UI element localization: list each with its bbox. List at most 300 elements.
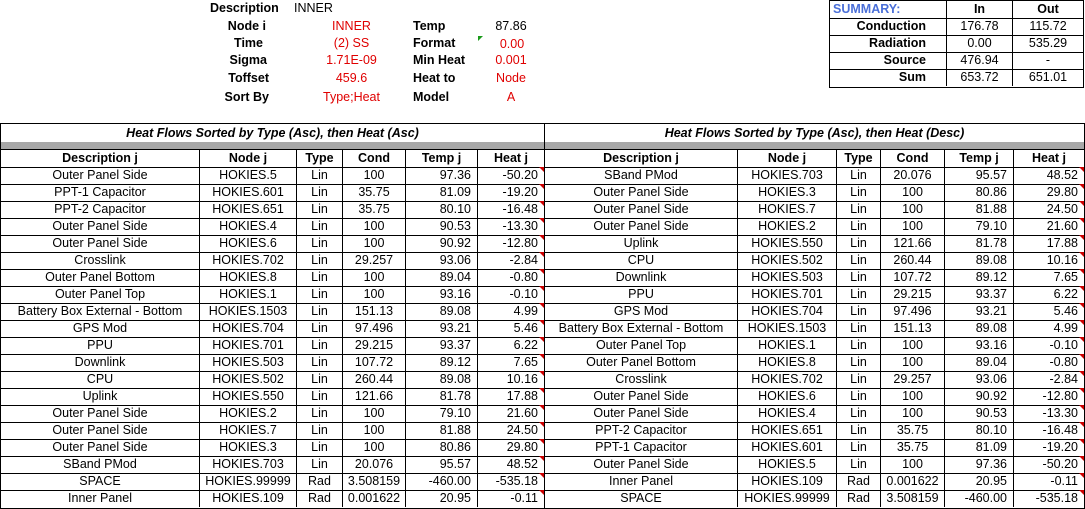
cell-text: Battery Box External - Bottom [558,321,724,335]
cell-description-j[interactable] [545,303,738,320]
column-header-description-j[interactable]: Description j [545,150,738,167]
cell-heat-j[interactable] [1014,201,1084,218]
cell-heat-j[interactable] [1014,235,1084,252]
cell-node-j[interactable] [738,201,837,218]
cell-temp-j[interactable] [406,422,478,439]
cell-temp-j[interactable] [945,422,1014,439]
cell-temp-j[interactable] [945,269,1014,286]
cell-description-j[interactable] [1,388,200,405]
cell-type[interactable] [837,167,881,184]
cell-heat-j[interactable] [1014,473,1084,490]
cell-cond[interactable] [343,405,406,422]
cell-node-j[interactable] [200,473,297,490]
cell-heat-j[interactable] [478,456,544,473]
cell-node-j[interactable] [200,320,297,337]
cell-heat-j[interactable] [1014,439,1084,456]
cell-description-j[interactable] [1,405,200,422]
cell-heat-j[interactable] [1014,252,1084,269]
cell-type[interactable] [297,422,343,439]
cell-cond[interactable] [881,286,945,303]
summary-out-value[interactable]: - [1045,53,1051,67]
cell-temp-j[interactable] [945,371,1014,388]
cell-cond[interactable] [343,269,406,286]
cell-cond[interactable] [343,218,406,235]
cell-node-j[interactable] [738,439,837,456]
summary-in-value[interactable]: 653.72 [947,69,1013,86]
cell-cond[interactable] [343,422,406,439]
cell-description-j[interactable] [1,303,200,320]
cell-cond[interactable] [881,354,945,371]
cell-description-j[interactable] [1,167,200,184]
cell-type[interactable] [837,371,881,388]
cell-cond[interactable] [343,439,406,456]
cell-description-j[interactable] [545,286,738,303]
cell-cond[interactable] [881,490,945,507]
cell-description-j[interactable] [1,456,200,473]
cell-heat-j[interactable] [1014,337,1084,354]
cell-heat-j[interactable] [1014,286,1084,303]
column-header-type[interactable]: Type [297,150,343,167]
cell-node-j[interactable] [200,235,297,252]
cell-cond[interactable] [881,456,945,473]
cell-text: 89.08 [975,253,1007,267]
cell-description-j[interactable] [545,388,738,405]
cell-node-j[interactable] [200,184,297,201]
cell-heat-j[interactable] [1014,422,1084,439]
cell-text: 29.80 [506,440,538,454]
cell-heat-j[interactable] [478,201,544,218]
column-header-node-j[interactable]: Node j [200,150,297,167]
column-header-description-j[interactable]: Description j [1,150,200,167]
cell-description-j[interactable] [1,473,200,490]
cell-description-j[interactable] [1,218,200,235]
toffset-value[interactable]: 459.6 [335,71,368,85]
cell-text: 4.99 [513,304,538,318]
cell-description-j[interactable] [1,354,200,371]
cell-temp-j[interactable] [406,456,478,473]
cell-description-j[interactable] [545,439,738,456]
cell-cond[interactable] [881,201,945,218]
cell-temp-j[interactable] [945,388,1014,405]
cell-heat-j[interactable] [1014,405,1084,422]
cell-cond[interactable] [881,388,945,405]
table-row [545,320,1084,338]
column-header-node-j[interactable]: Node j [738,150,837,167]
cell-node-j[interactable] [200,286,297,303]
format-cell[interactable] [478,36,548,53]
cell-heat-j[interactable] [478,354,544,371]
cell-description-j[interactable] [1,337,200,354]
cell-description-j[interactable] [1,201,200,218]
cell-temp-j[interactable] [945,337,1014,354]
temp-value[interactable]: 87.86 [495,19,527,33]
table-title: Heat Flows Sorted by Type (Asc), then Heat (Asc) [1,124,544,143]
cell-node-j[interactable] [200,439,297,456]
cell-description-j[interactable] [1,269,200,286]
cell-text: HOKIES.6 [219,236,277,250]
cell-description-j[interactable] [545,320,738,337]
cell-node-j[interactable] [738,218,837,235]
cell-type[interactable] [297,252,343,269]
cell-temp-j[interactable] [945,218,1014,235]
cell-temp-j[interactable] [406,286,478,303]
cell-temp-j[interactable] [945,286,1014,303]
cell-temp-j[interactable] [945,303,1014,320]
cell-node-j[interactable] [200,303,297,320]
cell-type[interactable] [837,320,881,337]
cell-text: Crosslink [74,253,126,267]
cell-type[interactable] [297,218,343,235]
cell-type[interactable] [837,405,881,422]
cell-node-j[interactable] [200,337,297,354]
cell-cond[interactable] [343,337,406,354]
cell-text: 79.10 [975,219,1007,233]
node-i-value[interactable]: INNER [332,19,371,33]
cell-heat-j[interactable] [478,439,544,456]
cell-description-j[interactable] [545,167,738,184]
cell-heat-j[interactable] [1014,303,1084,320]
cell-text: HOKIES.2 [219,406,277,420]
sort-by-value[interactable]: Type;Heat [323,90,380,104]
cell-node-j[interactable] [738,337,837,354]
sigma-value[interactable]: 1.71E-09 [326,53,377,67]
cell-node-j[interactable] [738,252,837,269]
min-heat-value[interactable]: 0.001 [495,53,527,67]
model-value[interactable]: A [506,90,516,104]
cell-type[interactable] [837,439,881,456]
cell-temp-j[interactable] [945,490,1014,507]
column-header-type[interactable]: Type [837,150,881,167]
cell-heat-j[interactable] [478,252,544,269]
cell-heat-j[interactable] [478,371,544,388]
cell-node-j[interactable] [200,371,297,388]
cell-heat-j[interactable] [478,235,544,252]
cell-text: 6.22 [513,338,538,352]
cell-description-j[interactable] [1,252,200,269]
cell-heat-j[interactable] [478,184,544,201]
cell-temp-j[interactable] [945,184,1014,201]
cell-heat-j[interactable] [1014,388,1084,405]
cell-temp-j[interactable] [945,405,1014,422]
cell-description-j[interactable] [545,184,738,201]
cell-temp-j[interactable] [406,201,478,218]
cell-node-j[interactable] [200,354,297,371]
cell-temp-j[interactable] [406,320,478,337]
cell-text: Rad [847,474,870,488]
cell-heat-j[interactable] [1014,490,1084,507]
cell-temp-j[interactable] [406,388,478,405]
cell-temp-j[interactable] [406,439,478,456]
cell-type[interactable] [297,490,343,507]
cell-heat-j[interactable] [478,269,544,286]
summary-out-value[interactable]: 115.72 [1029,19,1067,33]
cell-heat-j[interactable] [478,337,544,354]
cell-description-j[interactable] [1,439,200,456]
cell-heat-j[interactable] [478,286,544,303]
cell-text: 89.12 [439,355,471,369]
cell-text: PPT-2 Capacitor [54,202,146,216]
cell-heat-j[interactable] [478,218,544,235]
cell-type[interactable] [837,252,881,269]
cell-text: 35.75 [358,185,390,199]
cell-text: HOKIES.4 [758,406,816,420]
cell-description-j[interactable] [545,235,738,252]
cell-type[interactable] [297,201,343,218]
column-header-heat-j[interactable]: Heat j [493,151,529,165]
cell-cond[interactable] [881,320,945,337]
cell-cond[interactable] [343,388,406,405]
cell-node-j[interactable] [738,422,837,439]
cell-type[interactable] [837,269,881,286]
cell-temp-j[interactable] [406,371,478,388]
cell-node-j[interactable] [738,354,837,371]
cell-node-j[interactable] [738,371,837,388]
cell-type[interactable] [297,303,343,320]
cell-cond[interactable] [881,252,945,269]
cell-temp-j[interactable] [406,252,478,269]
cell-heat-j[interactable] [1014,371,1084,388]
cell-temp-j[interactable] [945,320,1014,337]
cell-type[interactable] [297,473,343,490]
cell-type[interactable] [837,184,881,201]
cell-description-j[interactable] [1,320,200,337]
heat-to-value[interactable]: Node [496,71,526,85]
cell-heat-j[interactable] [478,490,544,507]
cell-cond[interactable] [343,320,406,337]
cell-node-j[interactable] [738,490,837,507]
cell-temp-j[interactable] [406,354,478,371]
cell-temp-j[interactable] [406,218,478,235]
cell-type[interactable] [297,354,343,371]
cell-temp-j[interactable] [406,490,478,507]
cell-cond[interactable] [881,167,945,184]
cell-description-j[interactable] [545,218,738,235]
cell-node-j[interactable] [738,388,837,405]
summary-row-radiation [830,35,1083,53]
cell-node-j[interactable] [200,167,297,184]
cell-description-j[interactable] [545,405,738,422]
cell-cond[interactable] [343,286,406,303]
cell-heat-j[interactable] [478,422,544,439]
cell-type[interactable] [297,456,343,473]
summary-row-sum [830,69,1083,86]
cell-cond[interactable] [343,456,406,473]
column-header-temp-j[interactable]: Temp j [945,150,1014,167]
cell-description-j[interactable] [545,490,738,507]
comment-marker-icon [1079,201,1084,206]
cell-text: 10.16 [1046,253,1078,267]
cell-node-j[interactable] [200,269,297,286]
cell-type[interactable] [837,235,881,252]
cell-cond[interactable] [343,184,406,201]
cell-text: HOKIES.704 [751,304,823,318]
cell-cond[interactable] [881,473,945,490]
cell-type[interactable] [837,303,881,320]
cell-cond[interactable] [343,235,406,252]
cell-description-j[interactable] [1,422,200,439]
cell-type[interactable] [297,371,343,388]
cell-cond[interactable] [881,422,945,439]
column-header-heat-j[interactable]: Heat j [1031,151,1067,165]
cell-text: 3.508159 [886,491,939,505]
cell-cond[interactable] [881,303,945,320]
cell-node-j[interactable] [200,388,297,405]
cell-type[interactable] [297,337,343,354]
cell-type[interactable] [297,269,343,286]
cell-type[interactable] [297,388,343,405]
cell-node-j[interactable] [738,184,837,201]
cell-cond[interactable] [881,184,945,201]
cell-heat-j[interactable] [478,473,544,490]
cell-heat-j[interactable] [478,303,544,320]
cell-description-j[interactable] [1,286,200,303]
cell-node-j[interactable] [738,320,837,337]
cell-type[interactable] [297,405,343,422]
cell-type[interactable] [837,286,881,303]
cell-type[interactable] [297,439,343,456]
cell-cond[interactable] [343,473,406,490]
cell-node-j[interactable] [200,218,297,235]
cell-node-j[interactable] [200,201,297,218]
cell-cond[interactable] [881,337,945,354]
cell-temp-j[interactable] [945,201,1014,218]
cell-description-j[interactable] [545,456,738,473]
cell-temp-j[interactable] [406,405,478,422]
cell-cond[interactable] [881,439,945,456]
cell-temp-j[interactable] [945,235,1014,252]
cell-text: 81.09 [975,440,1007,454]
cell-cond[interactable] [881,218,945,235]
cell-temp-j[interactable] [406,269,478,286]
cell-node-j[interactable] [200,252,297,269]
cell-heat-j[interactable] [1014,456,1084,473]
cell-type[interactable] [837,388,881,405]
cell-type[interactable] [837,218,881,235]
cell-cond[interactable] [343,303,406,320]
cell-type[interactable] [297,286,343,303]
cell-temp-j[interactable] [406,337,478,354]
cell-cond[interactable] [881,405,945,422]
summary-in-value[interactable]: 0.00 [947,35,1013,52]
cell-temp-j[interactable] [945,456,1014,473]
description-value[interactable]: INNER [294,1,333,15]
cell-temp-j[interactable] [406,167,478,184]
cell-temp-j[interactable] [945,473,1014,490]
cell-description-j[interactable] [1,184,200,201]
cell-node-j[interactable] [738,405,837,422]
cell-description-j[interactable] [545,337,738,354]
cell-cond[interactable] [343,252,406,269]
cell-cond[interactable] [343,354,406,371]
cell-cond[interactable] [343,490,406,507]
cell-heat-j[interactable] [1014,354,1084,371]
cell-temp-j[interactable] [945,439,1014,456]
cell-type[interactable] [837,201,881,218]
cell-heat-j[interactable] [1014,269,1084,286]
cell-temp-j[interactable] [945,167,1014,184]
cell-heat-j[interactable] [1014,218,1084,235]
cell-temp-j[interactable] [406,235,478,252]
cell-description-j[interactable] [545,371,738,388]
cell-temp-j[interactable] [406,473,478,490]
cell-type[interactable] [837,422,881,439]
cell-node-j[interactable] [200,422,297,439]
cell-node-j[interactable] [738,269,837,286]
column-header-cond[interactable]: Cond [343,150,406,167]
cell-type[interactable] [837,473,881,490]
cell-node-j[interactable] [738,286,837,303]
cell-heat-j[interactable] [478,167,544,184]
column-header-cond[interactable]: Cond [881,150,945,167]
cell-heat-j[interactable] [1014,184,1084,201]
time-value[interactable]: (2) SS [333,36,370,50]
cell-cond[interactable] [343,201,406,218]
cell-heat-j[interactable] [1014,167,1084,184]
cell-node-j[interactable] [738,235,837,252]
cell-description-j[interactable] [1,490,200,507]
cell-temp-j[interactable] [945,252,1014,269]
cell-description-j[interactable] [1,371,200,388]
cell-temp-j[interactable] [945,354,1014,371]
cell-description-j[interactable] [545,269,738,286]
cell-cond[interactable] [343,371,406,388]
cell-cond[interactable] [881,235,945,252]
cell-description-j[interactable] [545,422,738,439]
cell-heat-j[interactable] [478,405,544,422]
cell-heat-j[interactable] [478,388,544,405]
min-heat-label: Min Heat [413,53,466,67]
cell-type[interactable] [297,167,343,184]
summary-out-value[interactable]: 651.01 [1028,70,1068,84]
cell-node-j[interactable] [738,167,837,184]
cell-node-j[interactable] [738,303,837,320]
cell-cond[interactable] [881,371,945,388]
cell-node-j[interactable] [200,456,297,473]
cell-description-j[interactable] [545,354,738,371]
cell-text: Outer Panel Side [52,219,148,233]
summary-in-value[interactable]: 476.94 [947,52,1013,69]
cell-temp-j[interactable] [406,184,478,201]
cell-cond[interactable] [881,269,945,286]
cell-description-j[interactable] [1,235,200,252]
cell-node-j[interactable] [738,456,837,473]
summary-in-value[interactable]: 176.78 [947,18,1013,35]
column-header-temp-j[interactable]: Temp j [406,150,478,167]
cell-type[interactable] [837,490,881,507]
cell-text: 100 [902,355,923,369]
cell-text: 29.215 [893,287,932,301]
cell-cond[interactable] [343,167,406,184]
cell-type[interactable] [297,235,343,252]
cell-temp-j[interactable] [406,303,478,320]
cell-type[interactable] [837,456,881,473]
cell-node-j[interactable] [738,473,837,490]
cell-heat-j[interactable] [478,320,544,337]
cell-type[interactable] [297,184,343,201]
summary-out-value[interactable]: 535.29 [1028,36,1068,50]
cell-text: HOKIES.701 [212,338,284,352]
cell-description-j[interactable] [545,473,738,490]
cell-type[interactable] [837,337,881,354]
cell-node-j[interactable] [200,490,297,507]
cell-node-j[interactable] [200,405,297,422]
cell-type[interactable] [297,320,343,337]
cell-text: Lin [311,406,328,420]
cell-type[interactable] [837,354,881,371]
cell-description-j[interactable] [545,252,738,269]
cell-heat-j[interactable] [1014,320,1084,337]
cell-description-j[interactable] [545,201,738,218]
